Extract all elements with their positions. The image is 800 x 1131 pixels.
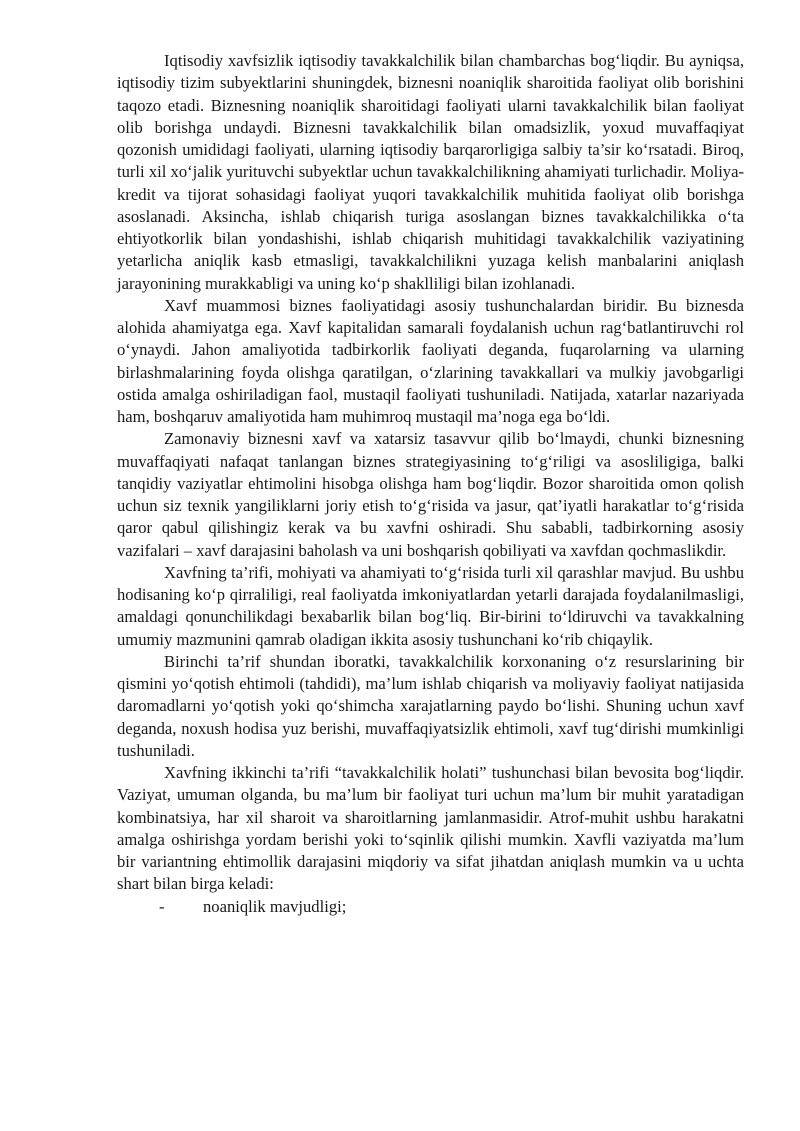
list-item xyxy=(117,896,744,918)
list-dash-marker: - xyxy=(159,896,165,916)
paragraph-6: Xavfning ikkinchi ta’rifi “tavakkalchilik holati” tushunchasi bilan bevosita bog‘liqdir. Vaziyat, umuman olganda, bu ma’lum bir faoliyat turi uchun ma’lum bir muhit yaratadigan kombinatsiya, har xil sharoit va sharoitlarning jamlanmasidir. Atrof-muhit ushbu harakatni amalga oshirishga yordam berishi yoki to‘sqinlik qilishi mumkin. Xavfli vaziyatda ma’lum bir variantning ehtimollik darajasini miqdoriy va sifat jihatdan aniqlash mumkin va u uchta shart bilan birga keladi: xyxy=(117,763,744,894)
paragraph-2: Xavf muammosi biznes faoliyatidagi asosiy tushunchalardan biridir. Bu biznesda alohida ahamiyatga ega. Xavf kapitalidan samarali foydalanish uchun rag‘batlantiruvchi rol o‘ynaydi. Jahon amaliyotida tadbirkorlik faoliyati deganda, fuqarolarning va ularning birlashmalarining foyda olishga qaratilgan, o‘zlarining tavakkallari va mulkiy javobgarligi ostida amalga oshiriladigan faol, mustaqil faoliyati tushuniladi. Natijada, xatarlar nazariyada ham, boshqaruv amaliyotida ham muhimroq mustaqil ma’noga ega bo‘ldi. xyxy=(117,295,744,426)
list-item-text: noaniqlik mavjudligi; xyxy=(203,896,347,916)
paragraph-5: Birinchi ta’rif shundan iboratki, tavakkalchilik korxonaning o‘z resurslarining bir qismini yo‘qotish ehtimoli (tahdidi), ma’lum ishlab chiqarish va moliyaviy faoliyat natijasida daromadlarni yo‘qotish yoki qo‘shimcha xarajatlarning paydo bo‘lishi. Shuning uchun xavf deganda, noxush hodisa yuz berishi, muvaffaqiyatsizlik ehtimoli, xavf tug‘dirishi mumkinligi tushuniladi. xyxy=(117,651,744,760)
paragraph-4: Xavfning ta’rifi, mohiyati va ahamiyati to‘g‘risida turli xil qarashlar mavjud. Bu ushbu hodisaning ko‘p qirraliligi, real faoliyatda imkoniyatlardan yetarli darajada foydalanilmasligi, amaldagi qonunchilikdagi bexabarlik bilan bog‘liq. Bir-birini to‘ldiruvchi va tavakkalning umumiy mazmunini qamrab oladigan ikkita asosiy tushunchani ko‘rib chiqaylik. xyxy=(117,562,744,649)
paragraph-3: Zamonaviy biznesni xavf va xatarsiz tasavvur qilib bo‘lmaydi, chunki biznesning muvaffaqiyati nafaqat tanlangan biznes strategiyasining to‘g‘riligi va asosliligiga, balki tanqidiy vaziyatlar ehtimolini hisobga olishga ham bog‘liqdir. Bozor sharoitida omon qolish uchun siz texnik yangiliklarni joriy etish to‘g‘risida va jasur, qat’iyatli harakatlar to‘g‘risida qaror qabul qilishingiz kerak va bu xavfni oshiradi. Shu sababli, tadbirkorning asosiy vazifalari – xavf darajasini baholash va uni boshqarish qobiliyati va xavfdan qochmaslikdir. xyxy=(117,429,744,560)
document-page xyxy=(117,50,744,918)
paragraph-1: Iqtisodiy xavfsizlik iqtisodiy tavakkalchilik bilan chambarchas bog‘liqdir. Bu ayniqsa, iqtisodiy tizim subyektlarini shuningdek, biznesni noaniqlik sharoitida faoliyat olib borishini taqozo etadi. Biznesning noaniqlik sharoitidagi faoliyati ularni tavakkalchilik bilan faoliyat olib borishga undaydi. Biznesni tavakkalchilik bilan omadsizlik, yoxud muvaffaqiyat qozonish umididagi faoliyati, ularning iqtisodiy barqarorligiga salbiy ta’sir ko‘rsatadi. Biroq, turli xil xo‘jalik yurituvchi subyektlar uchun tavakkalchilikning ahamiyati turlichadir. Moliya-kredit va tijorat sohasidagi faoliyat yuqori tavakkalchilik muhitida faoliyat olib borishga asoslanadi. Aksincha, ishlab chiqarish turiga asoslangan biznes tavakkalchilikka o‘ta ehtiyotkorlik bilan yondashishi, ishlab chiqarish muhitidagi tavakkalchilik vaziyatining yetarlicha aniqlik kasb etmasligi, tavakkalchilikni yuzaga kelish manbalarini aniqlash jarayonining murakkabligi va uning ko‘p shaklliligi bilan izohlanadi. xyxy=(117,51,744,293)
